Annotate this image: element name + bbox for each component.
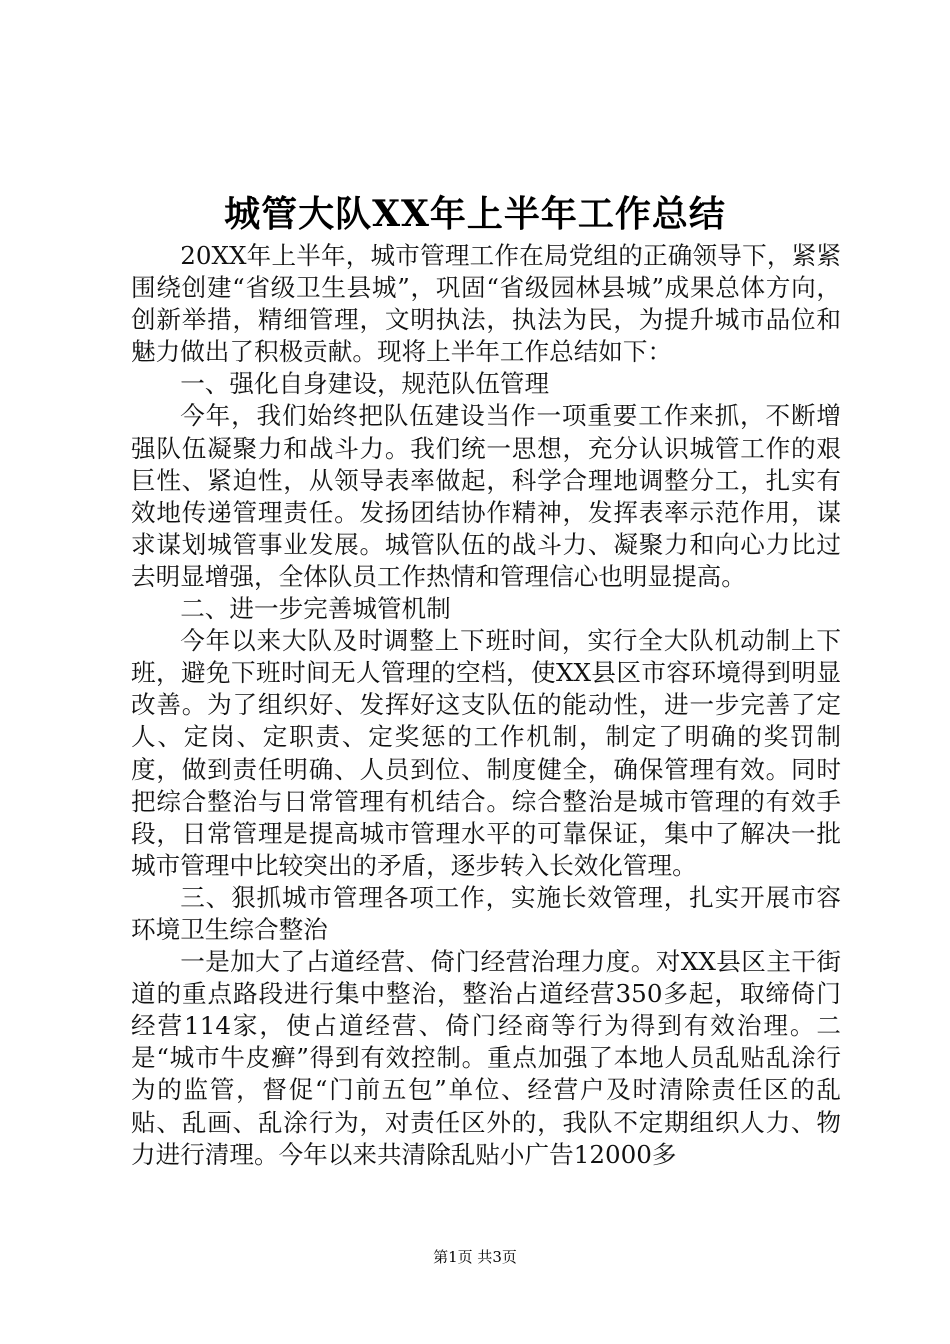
section-heading-3: 三、狠抓城市管理各项工作，实施长效管理，扎实开展市容环境卫生综合整治 xyxy=(131,882,841,944)
document-title: 城管大队XX年上半年工作总结 xyxy=(224,193,726,235)
paragraph-section-2: 今年以来大队及时调整上下班时间，实行全大队机动制上下班，避免下班时间无人管理的空档，使XX县区市容环境得到明显改善。为了组织好、发挥好这支队伍的能动性，进一步完善了定人、定岗、定职责、定奖惩的工作机制，制定了明确的奖罚制度，做到责任明确、人员到位、制度健全，确保管理有效。同时把综合整治与日常管理有机结合。综合整治是城市管理的有效手段，日常管理是提高城市管理水平的可靠保证，集中了解决一批城市管理中比较突出的矛盾，逐步转入长效化管理。 xyxy=(131,626,841,880)
section-heading-1: 一、强化自身建设，规范队伍管理 xyxy=(180,369,550,399)
section-heading-2: 二、进一步完善城管机制 xyxy=(180,594,451,624)
document-body xyxy=(131,240,841,1171)
page-footer: 第1页 共3页 xyxy=(433,1248,517,1266)
paragraph-section-3: 一是加大了占道经营、倚门经营治理力度。对XX县区主干街道的重点路段进行集中整治，整治占道经营350多起，取缔倚门经营114家，使占道经营、倚门经商等行为得到有效治理。二是“城市牛皮癣”得到有效控制。重点加强了本地人员乱贴乱涂行为的监管，督促“门前五包”单位、经营户及时清除责任区的乱贴、乱画、乱涂行为，对责任区外的，我队不定期组织人力、物力进行清理。今年以来共清除乱贴小广告12000多 xyxy=(131,947,841,1169)
paragraph-section-1: 今年，我们始终把队伍建设当作一项重要工作来抓，不断增强队伍凝聚力和战斗力。我们统一思想，充分认识城管工作的艰巨性、紧迫性，从领导表率做起，科学合理地调整分工，扎实有效地传递管理责任。发扬团结协作精神，发挥表率示范作用，谋求谋划城管事业发展。城管队伍的战斗力、凝聚力和向心力比过去明显增强，全体队员工作热情和管理信心也明显提高。 xyxy=(131,401,841,591)
paragraph-intro: 20XX年上半年，城市管理工作在局党组的正确领导下，紧紧围绕创建“省级卫生县城”，巩固“省级园林县城”成果总体方向，创新举措，精细管理，文明执法，执法为民，为提升城市品位和魅力做出了积极贡献。现将上半年工作总结如下： xyxy=(131,241,841,367)
